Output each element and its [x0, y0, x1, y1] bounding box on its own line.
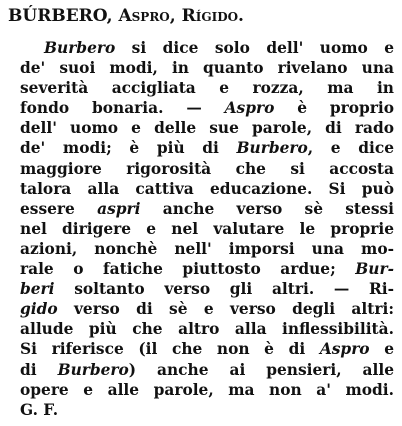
text-line: azioni, nonchè nell' imporsi una mo- [20, 239, 394, 258]
author-signature: G. F. [20, 400, 59, 419]
text-line: de' suoi modi, in quanto rivelano una [20, 59, 394, 78]
text-line: nel dirigere e nel valutare le proprie [20, 219, 394, 238]
heading-word-aspro: Aspro, [118, 6, 176, 26]
heading-word-burbero: BÚRBERO, [8, 6, 113, 26]
text-line: dell' uomo e delle sue parole, di rado [20, 119, 394, 138]
text-line: gido verso di sè e verso degli altri: [20, 300, 394, 319]
text-line: fondo bonaria. — Aspro è proprio [20, 99, 394, 118]
text-line: talora alla cattiva educazione. Si può [20, 179, 394, 198]
text-line: allude più che altro alla inflessibilità. [20, 320, 394, 339]
text-line: de' modi; è più di Burbero, e dice [20, 139, 394, 158]
entry-body [20, 38, 394, 420]
entry-heading [8, 6, 244, 26]
heading-word-rigido: Rígido. [181, 6, 244, 26]
text-line: opere e alle parole, ma non a' modi. [20, 380, 394, 399]
text-line: essere aspri anche verso sè stessi [20, 199, 394, 218]
text-line: Burbero si dice solo dell' uomo e [44, 39, 394, 57]
text-line: severità accigliata e rozza, ma in [20, 79, 394, 98]
text-line: maggiore rigorosità che si accosta [20, 159, 394, 178]
text-line: Si riferisce (il che non è di Aspro e [20, 340, 394, 359]
text-line: di Burbero) anche ai pensieri, alle [20, 360, 395, 379]
text-line: rale o fatiche piuttosto ardue; Bur- [20, 260, 394, 279]
text-line: beri soltanto verso gli altri. — Ri- [20, 280, 394, 299]
